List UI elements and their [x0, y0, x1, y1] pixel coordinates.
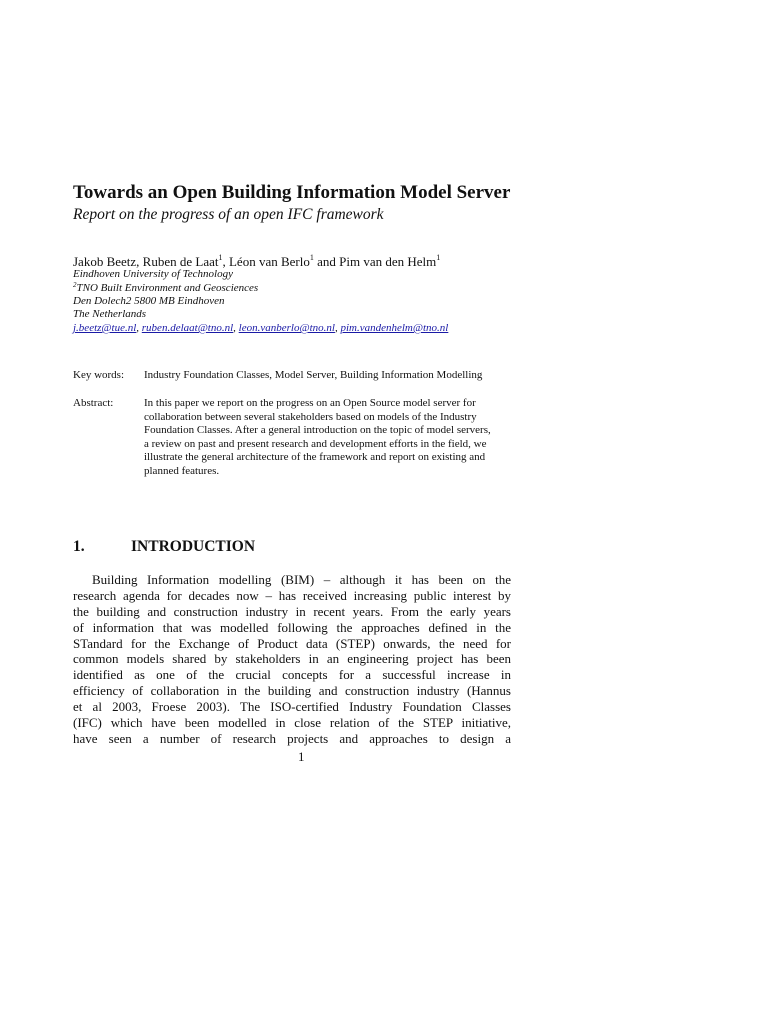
- affiliation-tno: [73, 281, 258, 294]
- email-list: [73, 322, 448, 334]
- paragraph-line: (IFC) which have been modelled in close relation of the STEP initiative,: [73, 715, 511, 731]
- paragraph-line: research agenda for decades now – has received increasing public interest by: [73, 587, 511, 603]
- author-name: Jakob Beetz,: [73, 254, 143, 269]
- paragraph-line: the building and construction industry in recent years. From the early years: [73, 603, 511, 619]
- affiliation-mark: 2: [73, 281, 77, 289]
- paragraph-line: Building Information modelling (BIM) – although it has been on the: [92, 572, 511, 587]
- email-separator: ,: [334, 322, 341, 334]
- keywords-text: Industry Foundation Classes, Model Server, Building Information Modelling: [144, 369, 483, 381]
- email-link[interactable]: pim.vandenhelm@tno.nl: [340, 322, 449, 334]
- author-name: Ruben de Laat: [142, 254, 219, 269]
- email-link[interactable]: ruben.delaat@tno.nl: [141, 322, 234, 334]
- author-affiliation-mark: 1: [436, 253, 441, 262]
- abstract-line: Foundation Classes. After a general introduction on the topic of model servers,: [144, 424, 491, 437]
- paragraph-line: identified as one of the crucial concepts for a successful increase in: [73, 667, 511, 683]
- abstract-line: In this paper we report on the progress on an Open Source model server for: [144, 397, 476, 409]
- paragraph-line: et al 2003, Froese 2003). The ISO-certified Industry Foundation Classes: [73, 699, 511, 715]
- paragraph-line: STandard for the Exchange of Product data (STEP) onwards, the need for: [73, 635, 511, 651]
- author-name: , Léon van Berlo: [222, 254, 310, 269]
- section-number: 1.: [73, 538, 85, 555]
- abstract-body: [144, 397, 516, 479]
- paragraph-line: have seen a number of research projects and approaches to design a: [73, 730, 511, 746]
- paragraph-line: common models shared by stakeholders in an engineering project has been: [73, 651, 511, 667]
- paragraph-line: efficiency of collaboration in the building and construction industry (Hannus: [73, 683, 511, 699]
- email-link[interactable]: j.beetz@tue.nl: [73, 322, 137, 334]
- email-separator: ,: [233, 322, 239, 334]
- abstract-line: planned features.: [144, 464, 220, 477]
- abstract-line: a review on past and present research and development efforts in the field, we: [144, 437, 487, 450]
- paper-title: Towards an Open Building Information Model Server: [73, 182, 511, 203]
- paragraph-line: of information that was modelled following the approaches defined in the: [73, 619, 511, 635]
- email-link[interactable]: leon.vanberlo@tno.nl: [238, 322, 335, 334]
- affiliation-address: Den Dolech2 5800 MB Eindhoven: [73, 295, 225, 307]
- author-name: and Pim van den Helm: [313, 254, 437, 269]
- author-affiliation-mark: 1: [218, 253, 223, 262]
- abstract-line: collaboration between several stakeholders based on models of the Industry: [144, 410, 477, 423]
- affiliation-university: Eindhoven University of Technology: [73, 268, 233, 280]
- abstract-line: illustrate the general architecture of the framework and report on existing and: [144, 451, 486, 464]
- section-heading: INTRODUCTION: [131, 538, 256, 555]
- affiliation-tno-name: TNO Built Environment and Geosciences: [76, 282, 259, 294]
- paper-subtitle: Report on the progress of an open IFC framework: [73, 206, 384, 223]
- page-number: 1: [298, 749, 305, 764]
- author-affiliation-mark: 1: [309, 253, 314, 262]
- abstract-label: Abstract:: [73, 397, 114, 409]
- affiliation-country: The Netherlands: [73, 308, 147, 320]
- keywords-label: Key words:: [73, 369, 125, 381]
- introduction-paragraph: [73, 572, 511, 747]
- email-separator: ,: [136, 322, 142, 334]
